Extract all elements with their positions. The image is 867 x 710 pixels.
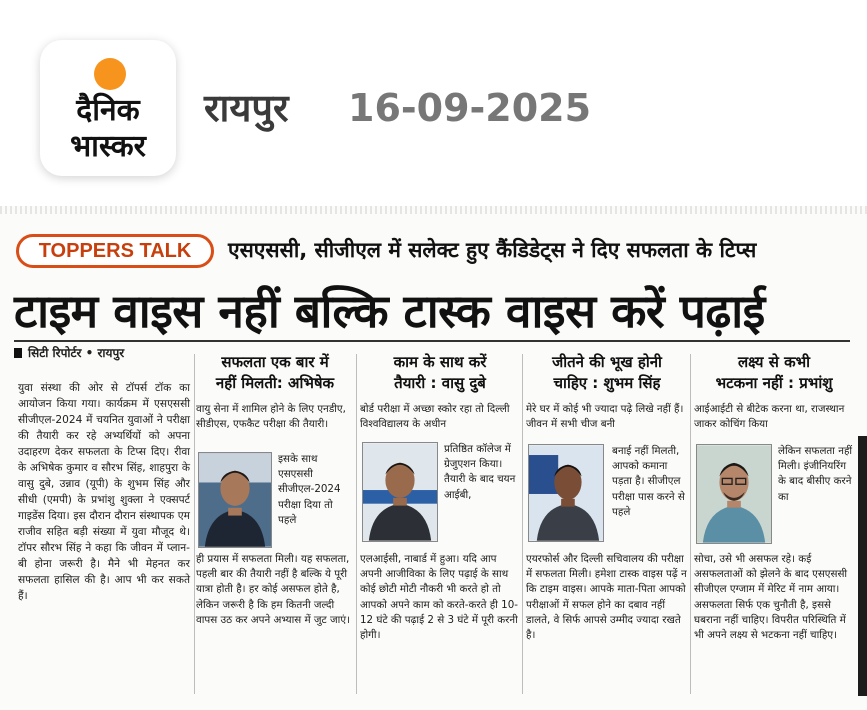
column-divider bbox=[194, 354, 195, 694]
dainik-bhaskar-logo bbox=[40, 40, 176, 176]
logo-line-2: भास्कर bbox=[70, 129, 146, 164]
strapline: एसएससी, सीजीएल में सलेक्ट हुए कैंडिडेट्स ने दिए सफलता के टिप्स bbox=[228, 238, 757, 262]
column-title bbox=[694, 352, 854, 394]
column-side-text: बनाई नहीं मिलती, आपको कमाना पड़ता है। सीजीएल परीक्षा पास करने से पहले bbox=[612, 445, 685, 518]
column-title-line-2: नहीं मिलती: अभिषेक bbox=[215, 374, 335, 392]
byline: सिटी रिपोर्टर • रायपुर bbox=[28, 346, 125, 360]
abhishek-photo bbox=[198, 452, 272, 548]
column-title-line-1: काम के साथ करें bbox=[393, 353, 487, 371]
newspaper-clipping bbox=[0, 206, 867, 710]
edition-date: 16-09-2025 bbox=[348, 86, 592, 130]
headline: टाइम वाइस नहीं बल्कि टास्क वाइस करें पढ़ाई bbox=[14, 284, 765, 338]
portrait-image bbox=[199, 453, 271, 547]
column-side-text: इसके साथ एसएससी सीजीएल-2024 परीक्षा दिया तो पहले bbox=[278, 453, 341, 526]
column-title bbox=[526, 352, 688, 394]
column-body-text: एयरफोर्स और दिल्ली सचिवालय की परीक्षा में सफलता मिली। हमेशा टास्क वाइस पढ़ें न कि टाइम वाइस। आपके माता-पिता आपको परीक्षाओं में सफल होने का दबाव नहीं डालते, वे सिर्फ आपसे उम्मीद ज्यादा रखते है। bbox=[526, 553, 687, 642]
column-title-line-2: भटकना नहीं : प्रभांशु bbox=[715, 374, 833, 392]
toppers-talk-badge: TOPPERS TALK bbox=[16, 234, 214, 268]
logo-sun-icon bbox=[94, 58, 126, 90]
column-title bbox=[360, 352, 520, 394]
headline-rule bbox=[14, 340, 850, 342]
column-body-text: सोचा, उसे भी असफल रहे। कई असफलताओं को झेलने के बाद एसएससी सीजीएल एग्जाम में मेरिट में नाम आया। असफलता सिर्फ एक चुनौती है, इससे घबराना नहीं चाहिए। विपरीत परिस्थिति में भी अपने लक्ष्य से भटकना नहीं चाहिए। bbox=[694, 553, 848, 642]
vasu-photo bbox=[362, 442, 438, 542]
column-lead-text: आईआईटी से बीटेक करना था, राजस्थान जाकर कोचिंग किया bbox=[694, 403, 845, 431]
prabhanshu-photo bbox=[696, 444, 772, 544]
column-divider bbox=[690, 354, 691, 694]
column-title bbox=[196, 352, 354, 394]
portrait-image bbox=[697, 445, 771, 543]
clipping-top-edge bbox=[0, 206, 867, 214]
edition-city: रायपुर bbox=[204, 86, 289, 130]
column-divider bbox=[522, 354, 523, 694]
column-side-text: लेकिन सफलता नहीं मिली। इंजीनियरिंग के बाद बीसीए करने का bbox=[778, 445, 853, 503]
intro-paragraph: युवा संस्था की ओर से टॉपर्स टॉक का आयोजन किया गया। कार्यक्रम में एसएससी सीजीएल-2024 में चयनित युवाओं ने परीक्षा की तैयारी कर रहे अभ्यर्थियों को अपना उदाहरण देकर सफलता के टिप्स दिए। रीवा के अभिषेक कुमार व सौरभ सिंह, शाहपुरा के वासु दुबे, उन्नाव (यूपी) के शुभम सिंह और सीधी (एमपी) के प्रभांशु शुक्ला ने एक्सपर्ट गाइडेंस दिया। इस दौरान दौरान संस्थापक एम राजीव सहित बड़ी संख्या में युवा मौजूद थे। टॉपर सौरभ सिंह ने कहा कि जीवन में प्लान-बी होना जरूरी है। मैने भी मेहनत कर सफलता हासिल की है। आप भी कर सकते हैं। bbox=[18, 382, 190, 602]
column-title-line-1: लक्ष्य से कभी bbox=[737, 353, 811, 371]
logo-line-1: दैनिक bbox=[76, 93, 140, 128]
column-side-text: प्रतिष्ठित कॉलेज में ग्रेजुएशन किया। तैयारी के बाद चयन आईबी, bbox=[444, 443, 516, 501]
column-lead-text: वायु सेना में शामिल होने के लिए एनडीए, सीडीएस, एफकैट परीक्षा की तैयारी। bbox=[196, 403, 346, 431]
column-title-line-1: जीतने की भूख होनी bbox=[552, 353, 662, 371]
shubham-photo bbox=[528, 444, 604, 542]
column-title-line-2: तैयारी : वासु दुबे bbox=[394, 374, 486, 392]
byline-marker bbox=[14, 348, 22, 358]
column-body-text: ही प्रयास में सफलता मिली। यह सफलता, पहली बार की तैयारी नहीं है बल्कि ये पूरी यात्रा होती है। हर कोई असफल होते है, लेकिन जरूरी है कि हम कितनी जल्दी वापस उठ कर अपने अभ्यास में जुट जाएं। bbox=[196, 553, 350, 626]
column-title-line-2: चाहिए : शुभम सिंह bbox=[553, 374, 661, 392]
portrait-image bbox=[363, 443, 437, 541]
column-body-text: एलआईसी, नाबार्ड में हुआ। यदि आप अपनी आजीविका के लिए पढ़ाई के साथ कोई छोटी मोटी नौकरी भी करते हो तो आपको अपने काम को करते-करते ही 10-12 घंटे की पढ़ाई 2 से 3 घंटे में पूरी करनी होगी। bbox=[360, 553, 518, 642]
column-lead-text: मेरे घर में कोई भी ज्यादा पढ़े लिखे नहीं हैं। जीवन में सभी चीज बनी bbox=[526, 403, 684, 431]
portrait-image bbox=[529, 445, 603, 541]
column-lead-text: बोर्ड परीक्षा में अच्छा स्कोर रहा तो दिल्ली विश्वविद्यालय के अधीन bbox=[360, 403, 510, 431]
column-title-line-1: सफलता एक बार में bbox=[221, 353, 329, 371]
clipping-right-edge bbox=[858, 436, 867, 696]
column-divider bbox=[356, 354, 357, 694]
